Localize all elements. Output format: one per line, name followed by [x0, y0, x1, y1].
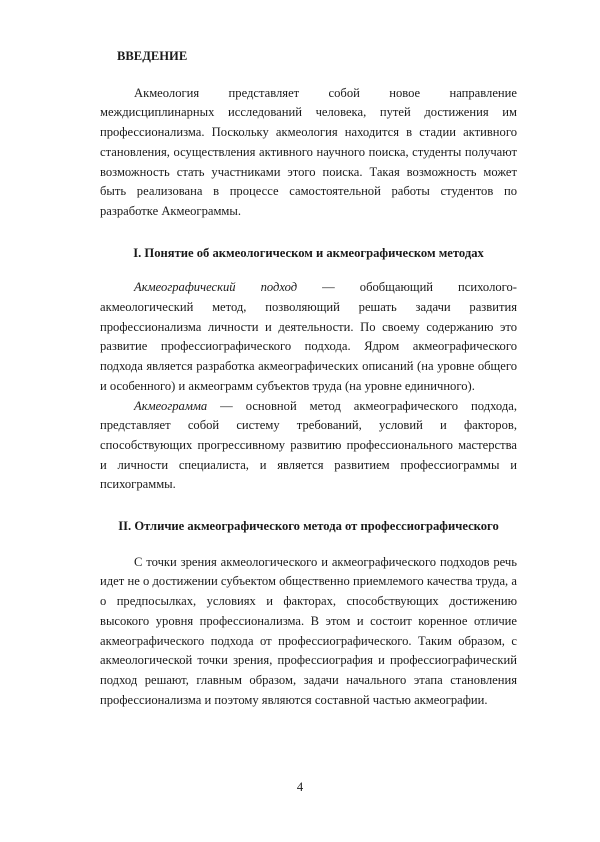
section1-paragraph-2 [100, 397, 517, 496]
section2-paragraph [100, 553, 517, 711]
section1-paragraph-2-text: — основной метод акмеографического подхода, представляет собой систему требований, условий и факторов, способствующих прогрессивному развитию профессионального мастерства и личности специалиста, и является развитием профессиограммы и психограммы. [100, 398, 517, 492]
section1-paragraph-1 [100, 278, 517, 396]
term-akmeogramma: Акмеограмма [134, 398, 208, 413]
section2-text: С точки зрения акмеологического и акмеографического подходов речь идет не о достижении субъектом общественно приемлемого качества труда, а о предпосылках, условиях и факторах, способствующих достижению высокого уровня профессионализма. В этом и состоит коренное отличие акмеографического подхода от профессиографического. Таким образом, с акмеологической точки зрения, профессиография и профессиографический подход решают, главным образом, задачи начального этапа становления профессионализма и поэтому являются составной частью акмеографии. [100, 554, 517, 707]
section1-paragraph-1-text: — обобщающий психолого-акмеологический метод, позволяющий решать задачи развития профессионализма личности и деятельности. По своему содержанию это развитие профессиографического подхода. Ядром акмеографического подхода является разработка акмеографических описаний (на уровне общего и особенного) и акмеограмм субъектов труда (на уровне единичного). [100, 280, 517, 393]
section1-heading: I. Понятие об акмеологическом и акмеографическом методах [133, 245, 484, 260]
section2-heading: II. Отличие акмеографического метода от профессиографического [118, 519, 499, 534]
page-content [100, 47, 517, 710]
intro-paragraph [100, 84, 517, 222]
page-number: 4 [296, 780, 304, 794]
intro-text: Акмеология представляет собой новое направление междисциплинарных исследований человека, путей достижения им профессионализма. Поскольку акмеология находится в стадии активного становления, осуществления активного научного поиска, студенты получают возможность стать участниками этого поиска. Такая возможность может быть реализована в процессе самостоятельной работы студентов по разработке Акмеограммы. [100, 85, 517, 218]
intro-title: ВВЕДЕНИЕ [117, 49, 188, 63]
term-akmeographic-approach: Акмеографический подход [134, 280, 298, 295]
